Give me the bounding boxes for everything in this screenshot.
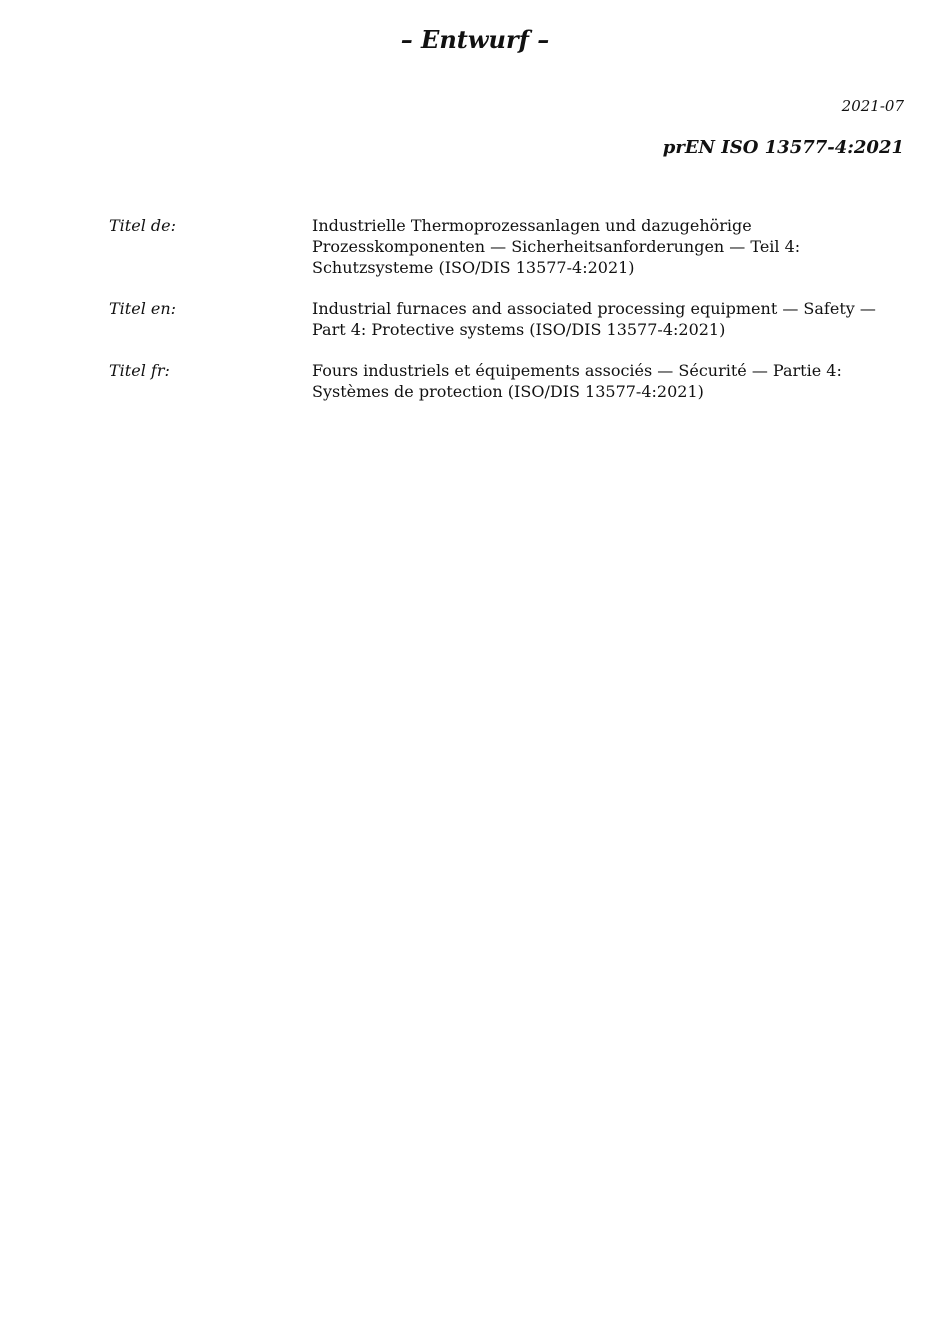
titles-table xyxy=(109,215,909,422)
title-row-fr xyxy=(109,360,909,402)
document-date: 2021-07 xyxy=(841,97,904,115)
title-label-fr: Titel fr: xyxy=(109,361,170,380)
title-label-en: Titel en: xyxy=(109,299,177,318)
title-text-de: Industrielle Thermoprozessanlagen und dazugehörige Prozesskomponenten — Sicherheitsanforderungen — Teil 4: Schutzsysteme (ISO/DIS 13577-4:2021) xyxy=(312,216,801,277)
title-row-en xyxy=(109,298,909,340)
title-text-en: Industrial furnaces and associated processing equipment — Safety — Part 4: Protective systems (ISO/DIS 13577-4:2021) xyxy=(312,299,876,339)
title-label-de: Titel de: xyxy=(109,216,176,235)
title-row-de xyxy=(109,215,909,278)
document-number: prEN ISO 13577-4:2021 xyxy=(662,137,904,158)
title-text-fr: Fours industriels et équipements associés — Sécurité — Partie 4: Systèmes de protection (ISO/DIS 13577-4:2021) xyxy=(312,361,842,401)
draft-heading: – Entwurf – xyxy=(400,25,550,54)
